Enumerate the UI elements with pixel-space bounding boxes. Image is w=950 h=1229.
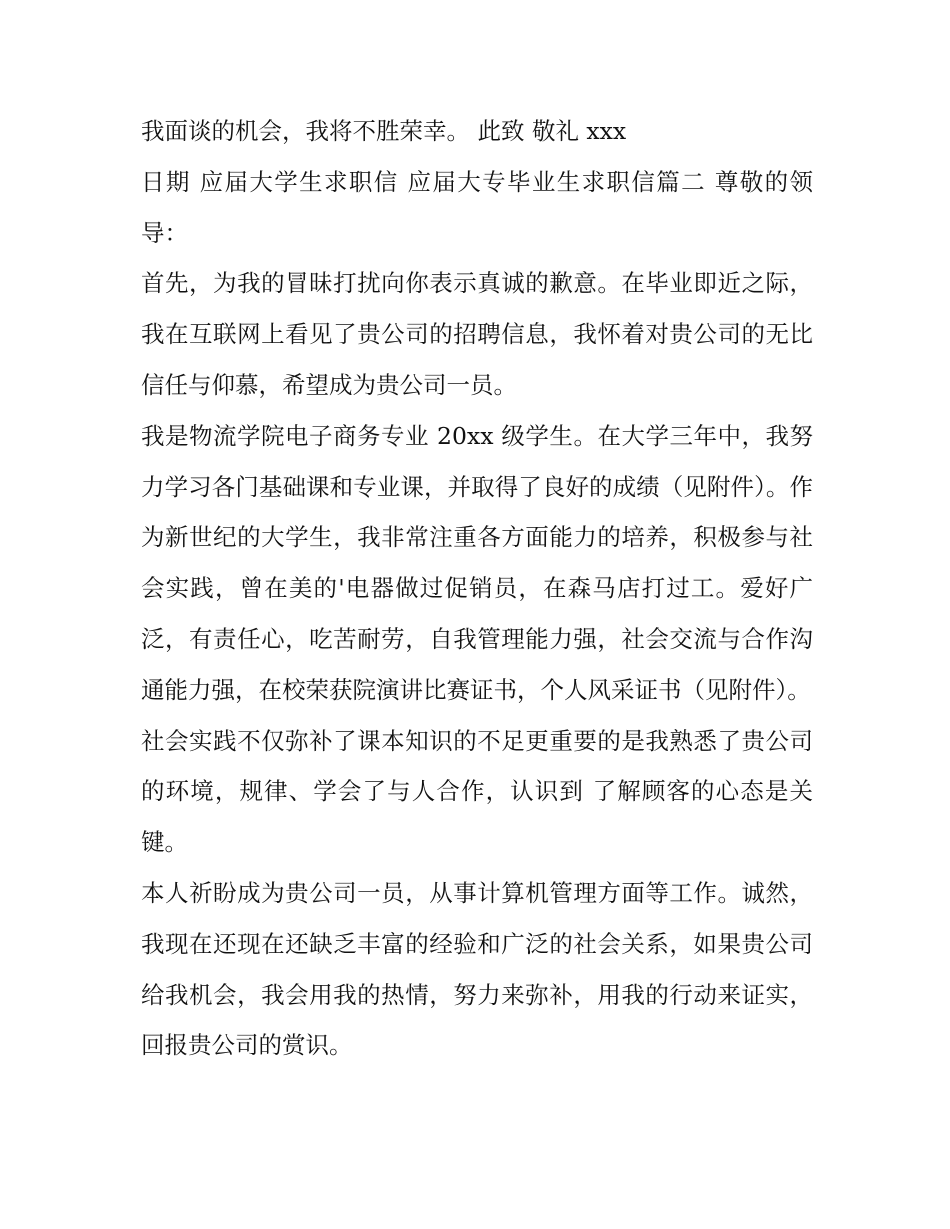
paragraph-closing: 我面谈的机会，我将不胜荣幸。 此致 敬礼 xxx	[141, 117, 627, 145]
paragraph-practice: 社会实践不仅弥补了课本知识的不足更重要的是我熟悉了贵公司的环境，规律、学会了与人合作，认识到 了解顾客的心态是关键。	[141, 726, 813, 857]
paragraph-background: 我是物流学院电子商务专业 20xx 级学生。在大学三年中，我努力学习各门基础课和专业课，并取得了良好的成绩（见附件）。作为新世纪的大学生，我非常注重各方面能力的培养，积极参与社会实践，曾在美的'电器做过促销员，在森马店打过工。爱好广泛，有责任心，吃苦耐劳，自我管理能力强，社会交流与合作沟通能力强，在校荣获院演讲比赛证书，个人风采证书（见附件）。	[141, 421, 813, 704]
paragraph-intro: 首先，为我的冒昧打扰向你表示真诚的歉意。在毕业即近之际，我在互联网上看见了贵公司的招聘信息，我怀着对贵公司的无比信任与仰慕，希望成为贵公司一员。	[141, 269, 813, 399]
paragraph-aspiration: 本人祈盼成为贵公司一员，从事计算机管理方面等工作。诚然，我现在还现在还缺乏丰富的经验和广泛的社会关系，如果贵公司给我机会，我会用我的热情，努力来弥补，用我的行动来证实，回报贵公司的赏识。	[141, 878, 813, 1060]
paragraph-date-salutation: 日期 应届大学生求职信 应届大专毕业生求职信篇二 尊敬的领导：	[141, 167, 813, 247]
letter-body	[141, 106, 813, 1071]
